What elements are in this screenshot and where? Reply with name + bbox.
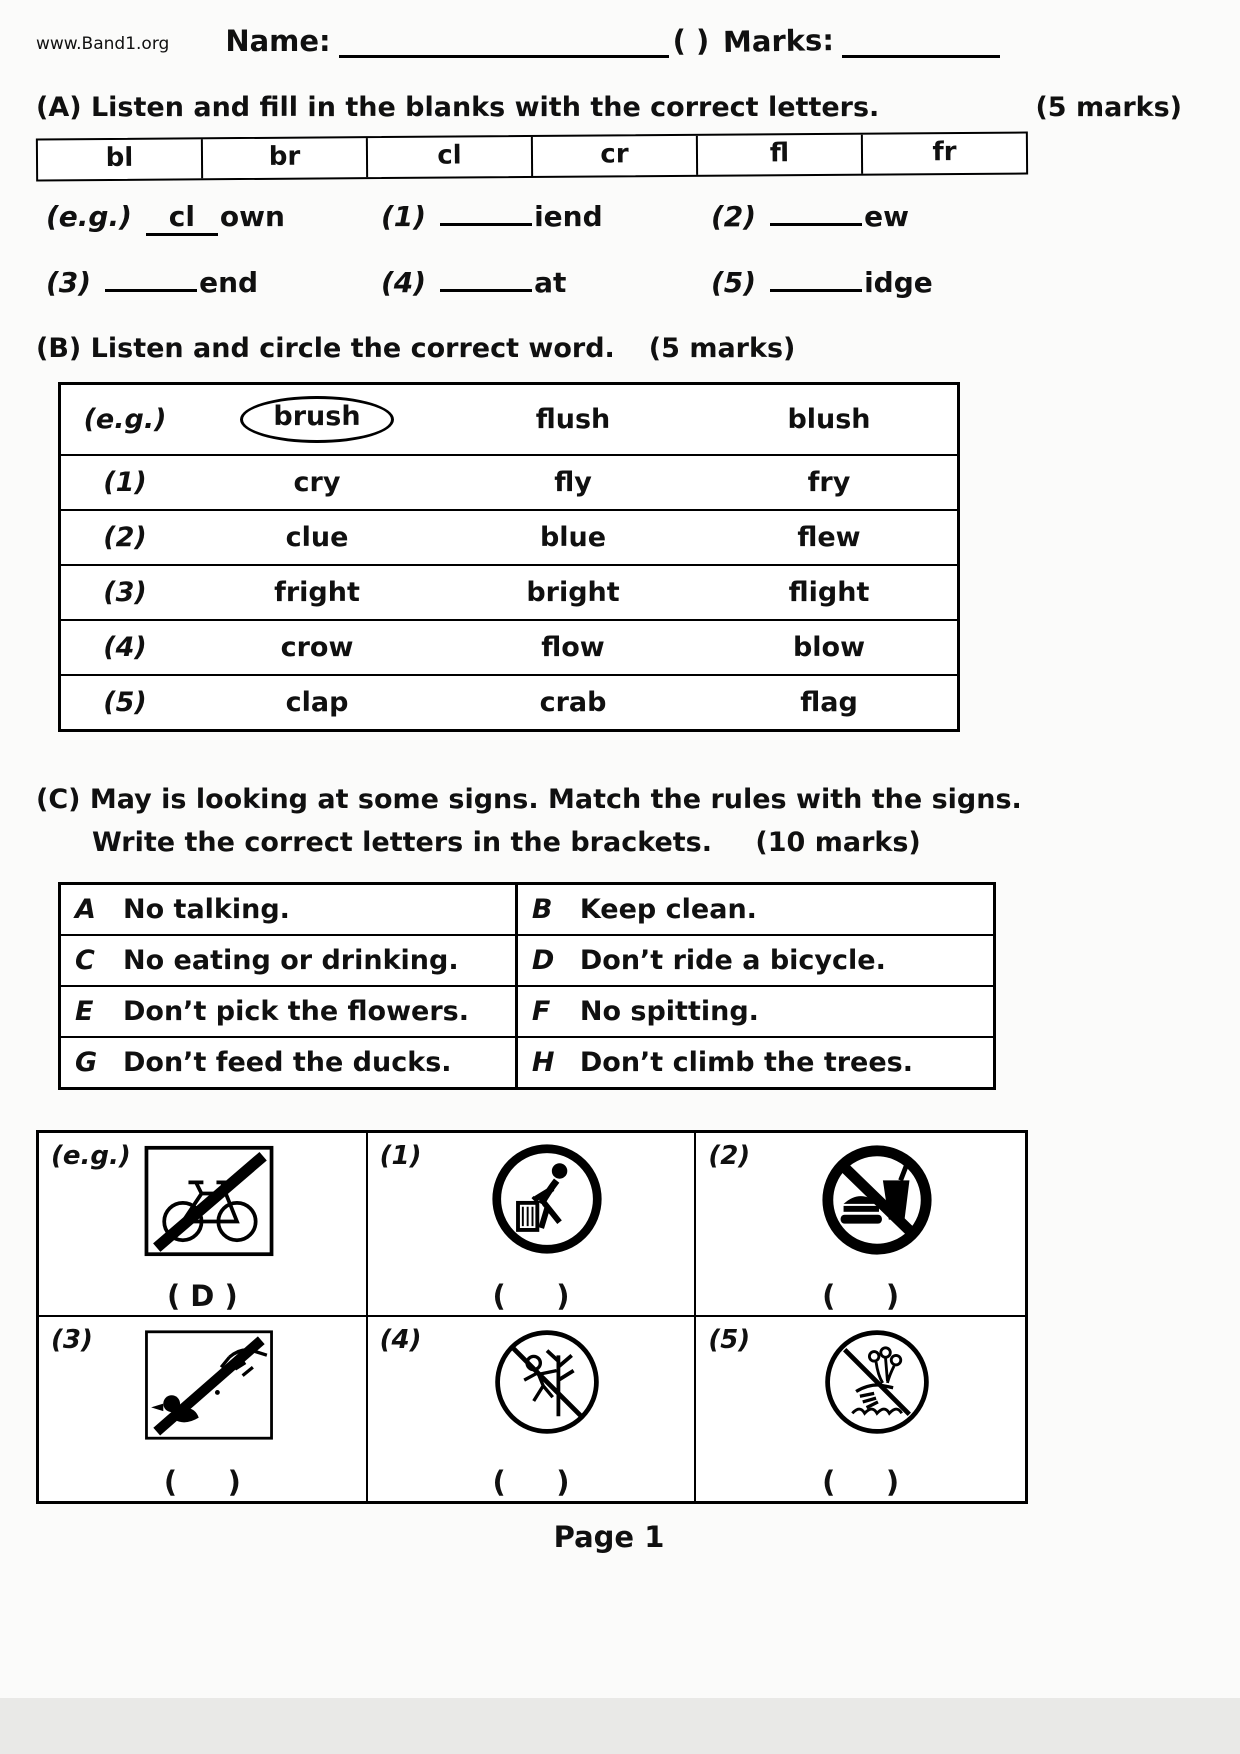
no-food-drink-icon [818,1141,936,1263]
word-cell: bright [526,577,620,608]
word-row-eg [61,385,957,456]
item-label: (3) [46,266,92,299]
rule-letter: E [75,996,94,1028]
answer-brackets: ( ) [492,1279,570,1314]
word-cell: blush [787,404,871,435]
sign-label: (1) [379,1141,422,1172]
answer-blank [105,289,197,292]
rule-h [518,1038,993,1087]
answer-blank [440,223,532,226]
fill-in-items [46,200,1182,299]
option-cr: cr [531,136,696,176]
item-label: (1) [381,200,427,233]
rules-table [58,882,996,1090]
fill-item-eg [46,200,381,236]
section-c-title-line2: Write the correct letters in the brackets. (10 marks) [92,827,921,859]
rule-letter: D [531,945,555,977]
section-a-marks: (5 marks) [1035,92,1182,123]
word-suffix: iend [534,200,603,233]
answer-brackets: ( ) [163,1465,241,1500]
item-label: (2) [711,200,757,233]
rule-letter: H [531,1047,555,1079]
word-row-4 [61,621,957,676]
option-cl: cl [366,137,531,177]
no-climbing-trees-icon [490,1325,604,1443]
word-cell: blow [792,632,866,663]
rule-text: Don’t ride a bicycle. [579,945,886,977]
name-blank-line [339,28,669,58]
section-c-title-line1: (C) May is looking at some signs. Match the rules with the signs. [36,784,1022,815]
answer-blank [440,289,532,292]
word-cell: clap [285,687,349,718]
sign-label: (2) [708,1141,751,1172]
word-suffix: at [534,266,567,299]
item-label: (4) [381,266,427,299]
no-bicycle-icon [139,1145,279,1261]
answer-brackets: ( ) [492,1465,570,1500]
row-label: (e.g.) [83,404,167,435]
answer-blank: cl [146,200,218,236]
answer-blank [770,223,862,226]
answer-blank [770,289,862,292]
rule-letter: F [531,996,551,1028]
word-row-2 [61,511,957,566]
word-cell: clue [285,522,349,553]
answer-brackets: ( ) [822,1279,900,1314]
rule-c [61,936,518,987]
word-suffix: ew [864,200,909,233]
section-a-heading [36,92,1182,123]
no-feeding-ducks-icon [139,1329,279,1445]
rule-text: Don’t feed the ducks. [123,1047,452,1079]
sign-label: (e.g.) [51,1141,131,1172]
page-number: Page 1 [553,1520,665,1555]
answer-brackets: ( D ) [166,1279,238,1314]
fill-item-2 [711,200,1182,236]
word-cell: flight [788,577,870,608]
row-label: (2) [103,522,147,553]
word-suffix: own [219,200,285,233]
row-label: (5) [103,687,147,718]
answer-brackets: ( ) [822,1465,900,1500]
rule-text: No eating or drinking. [123,945,459,977]
word-cell: fly [554,467,592,498]
circle-word-table [58,382,960,732]
rule-text: Don’t pick the flowers. [123,996,469,1028]
word-cell: cry [293,467,341,498]
sign-cell-3 [39,1317,368,1501]
section-c-marks: (10 marks) [755,827,921,859]
sign-label: (3) [51,1325,93,1356]
word-cell: crow [280,632,354,663]
word-cell: fright [274,577,360,608]
row-label: (4) [103,632,147,663]
word-cell: fry [807,467,851,498]
rule-d [518,936,993,987]
letter-options-table [36,132,1028,182]
word-cell: flag [800,687,858,718]
option-fr: fr [861,134,1026,174]
option-fl: fl [696,135,861,175]
class-bracket: ( ) [672,24,710,58]
word-row-1 [61,456,957,511]
page-header [36,24,1182,58]
fill-item-1 [381,200,711,236]
circled-word: brush [240,396,393,443]
item-label: (e.g.) [46,200,132,233]
option-br: br [201,138,366,178]
section-b-heading [36,333,1182,364]
sign-cell-2 [696,1133,1025,1317]
rule-letter: C [75,945,95,977]
no-picking-flowers-icon [820,1325,934,1443]
rule-g [61,1038,518,1087]
sign-cell-eg [39,1133,368,1317]
sign-cell-4 [368,1317,697,1501]
sign-label: (4) [379,1325,422,1356]
sign-cell-5 [696,1317,1025,1501]
word-cell: flew [797,522,861,553]
fill-item-5 [711,266,1182,299]
rule-letter: B [531,894,553,926]
word-cell: flush [535,404,611,435]
marks-label: Marks: [722,23,835,59]
word-suffix: end [199,266,259,299]
word-cell [189,396,445,443]
rule-text: Keep clean. [579,894,757,926]
rule-letter: G [75,1047,98,1079]
name-label: Name: [225,24,331,58]
word-cell: crab [539,687,607,718]
tidyman-litter-icon [489,1141,605,1261]
rule-text: No spitting. [579,996,759,1028]
word-cell: blue [539,522,607,553]
word-row-3 [61,566,957,621]
fill-item-4 [381,266,711,299]
word-row-5 [61,676,957,729]
section-b-marks: (5 marks) [648,333,796,364]
signs-grid [36,1130,1028,1504]
sign-label: (5) [708,1325,751,1356]
section-c-heading [36,778,1182,864]
row-label: (1) [103,467,147,498]
item-label: (5) [711,266,757,299]
rule-letter: A [75,894,96,926]
sign-cell-1 [368,1133,697,1317]
option-bl: bl [105,142,134,173]
row-label: (3) [103,577,147,608]
scan-edge-strip [0,1698,1240,1754]
marks-blank-line [842,28,1000,58]
rule-b [518,885,993,936]
rule-f [518,987,993,1038]
website-url: www.Band1.org [36,34,170,54]
rule-a [61,885,518,936]
word-suffix: idge [864,266,933,299]
rule-e [61,987,518,1038]
word-cell: flow [541,632,605,663]
section-a-title: (A) Listen and fill in the blanks with the correct letters. [36,92,880,123]
rule-text: Don’t climb the trees. [579,1047,913,1079]
section-b-title: (B) Listen and circle the correct word. [36,333,615,364]
rule-text: No talking. [123,894,290,926]
fill-item-3 [46,266,381,299]
